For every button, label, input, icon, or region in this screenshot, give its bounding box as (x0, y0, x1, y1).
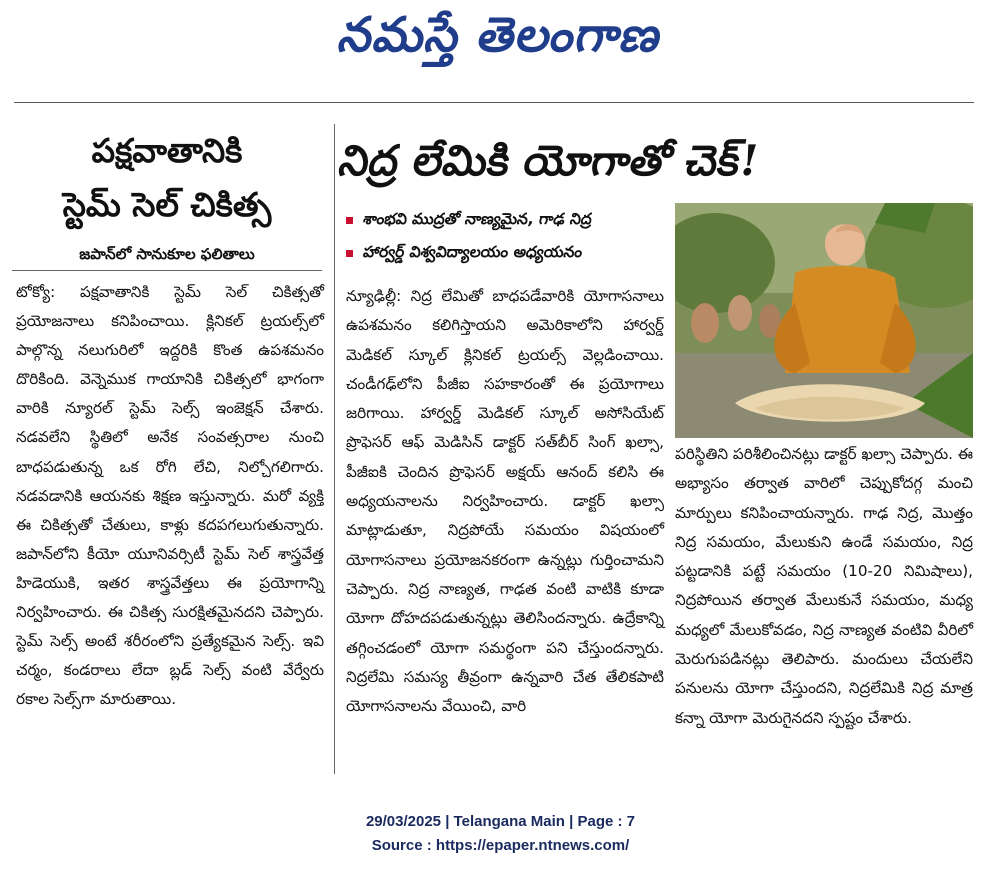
right-article-body-col1 (346, 282, 664, 721)
column-divider (334, 124, 335, 774)
bullet-square-icon (346, 250, 353, 257)
left-headline-line1: పక్షవాతానికి (91, 131, 243, 170)
footer-date-edition: 29/03/2025 | Telangana Main | Page : 7 (365, 813, 636, 830)
bullet-text: హార్వర్డ్ విశ్వవిద్యాలయం అధ్యయనం (362, 242, 584, 261)
left-article-text: టోక్యో: పక్షవాతానికి స్టెమ్ సెల్ చికిత్సతో ప్రయోజనాలు కనిపించాయి. క్లినికల్ ట్రయల్స్‌లో పాల్గొన్న నలుగురిలో ఇద్దరికి కొంత ఉపశమనం దొరికింది. వెన్నెముక గాయానికి చికిత్సలో భాగంగా వారికి న్యూరల్ స్టెమ్ సెల్స్ ఇంజెక్షన్ చేశారు. నడవలేని స్థితిలో అనేక సంవత్సరాల నుంచి బాధపడుతున్న ఒక రోగి లేచి, నిల్చోగలిగారు. నడవడానికి ఆయనకు శిక్షణ ఇస్తున్నారు. మరో వ్యక్తి ఈ చికిత్సతో చేతులు, కాళ్లు కదపగలుగుతున్నారు. జపాన్‌లోని కీయో యూనివర్సిటీ స్టెమ్ సెల్ శాస్త్రవేత్త హిడెయుకి, ఇతర శాస్త్రవేత్తలు ఈ ప్రయోగాన్ని నిర్వహించారు. ఈ చికిత్స సురక్షితమైనదని చెప్పారు. స్టెమ్ సెల్స్ అంటే శరీరంలోని ప్రత్యేకమైన సెల్స్. ఇవి చర్మం, కండరాలు లేదా బ్లడ్ సెల్స్ వంటి వేర్వేరు రకాల సెల్స్‌గా మారుతాయి. (16, 283, 324, 709)
right-article-text-part1: న్యూఢిల్లీ: నిద్ర లేమితో బాధపడేవారికి యోగాసనాలు ఉపశమనం కలిగిస్తాయని అమెరికాలోని హార్వర్డ్ మెడికల్ స్కూల్ క్లినికల్ ట్రయల్స్ వెల్లడించాయి. చండీగఢ్‌లోని పీజీఐ సహకారంతో ఈ ప్రయోగాలు జరిగాయి. హార్వర్డ్ మెడికల్ స్కూల్ అసోసియేట్ ప్రొఫెసర్ ఆఫ్ మెడిసిన్ డాక్టర్ సత్‌బీర్ సింగ్ ఖల్సా, పీజీఐకి చెందిన ప్రొఫెసర్ అక్షయ్ ఆనంద్ కలిసి ఈ అధ్యయనాలను నిర్వహించారు. డాక్టర్ ఖల్సా మాట్లాడుతూ, నిద్రపోయే సమయం విషయంలో యోగాసనాలు ప్రయోజనకరంగా ఉన్నట్లు గుర్తించామని చెప్పారు. నిద్ర నాణ్యత, గాఢత వంటి వాటికి కూడా యోగా దోహదపడుతున్నట్లు తెలిసిందన్నారు. ఉద్రేకాన్ని తగ్గించడంలో యోగా సమర్థంగా పని చేస్తుందన్నారు. నిద్రలేమి సమస్య తీవ్రంగా ఉన్నవారి చేత తేలికపాటి యోగాసనాలను వేయించి, వారి (346, 287, 664, 716)
masthead-divider (14, 102, 974, 103)
footer-source: Source : https://epaper.ntnews.com/ (371, 837, 630, 854)
left-headline (12, 124, 322, 232)
right-headline: నిద్ర లేమికి యోగాతో చెక్! (335, 136, 763, 185)
right-article-text-part2: పరిస్థితిని పరిశీలించినట్లు డాక్టర్ ఖల్సా చెప్పారు. ఈ అభ్యాసం తర్వాత వారిలో చెప్పుకోదగ్గ మంచి మార్పులు కనిపించాయన్నారు. గాఢ నిద్ర, మొత్తం నిద్ర సమయం, మేలుకుని ఉండే సమయం, నిద్ర పట్టడానికి పట్టే సమయం (10-20 నిమిషాలు), నిద్రపోయిన తర్వాత మేలుకునే సమయం, మధ్య మధ్యలో మేలుకోవడం, నిద్ర నాణ్యత వంటివి వీరిలో మెరుగుపడినట్లు తెలిపారు. మందులు చేయలేని పనులను యోగా చేస్తుందని, నిద్రలేమికి నిద్ర మాత్ర కన్నా యోగా మెరుగైనదని స్పష్టం చేశారు. (675, 445, 973, 727)
right-article-body-col2 (675, 440, 973, 733)
bullet-item (346, 204, 666, 237)
left-subheadline: జపాన్‌లో సానుకూల ఫలితాలు (12, 244, 322, 271)
page-footer (0, 810, 1001, 858)
yoga-meditation-photo (675, 203, 973, 438)
bullet-item (346, 237, 666, 270)
yoga-photo-illustration (675, 203, 973, 438)
masthead-title: నమస్తే తెలంగాణ (334, 7, 669, 63)
bullet-list (346, 204, 666, 270)
bullet-square-icon (346, 217, 353, 224)
left-article-body (16, 278, 324, 714)
bullet-text: శాంభవి ముద్రతో నాణ్యమైన, గాఢ నిద్ర (362, 209, 594, 228)
left-headline-line2: స్టెమ్ సెల్ చికిత్స (62, 185, 272, 224)
